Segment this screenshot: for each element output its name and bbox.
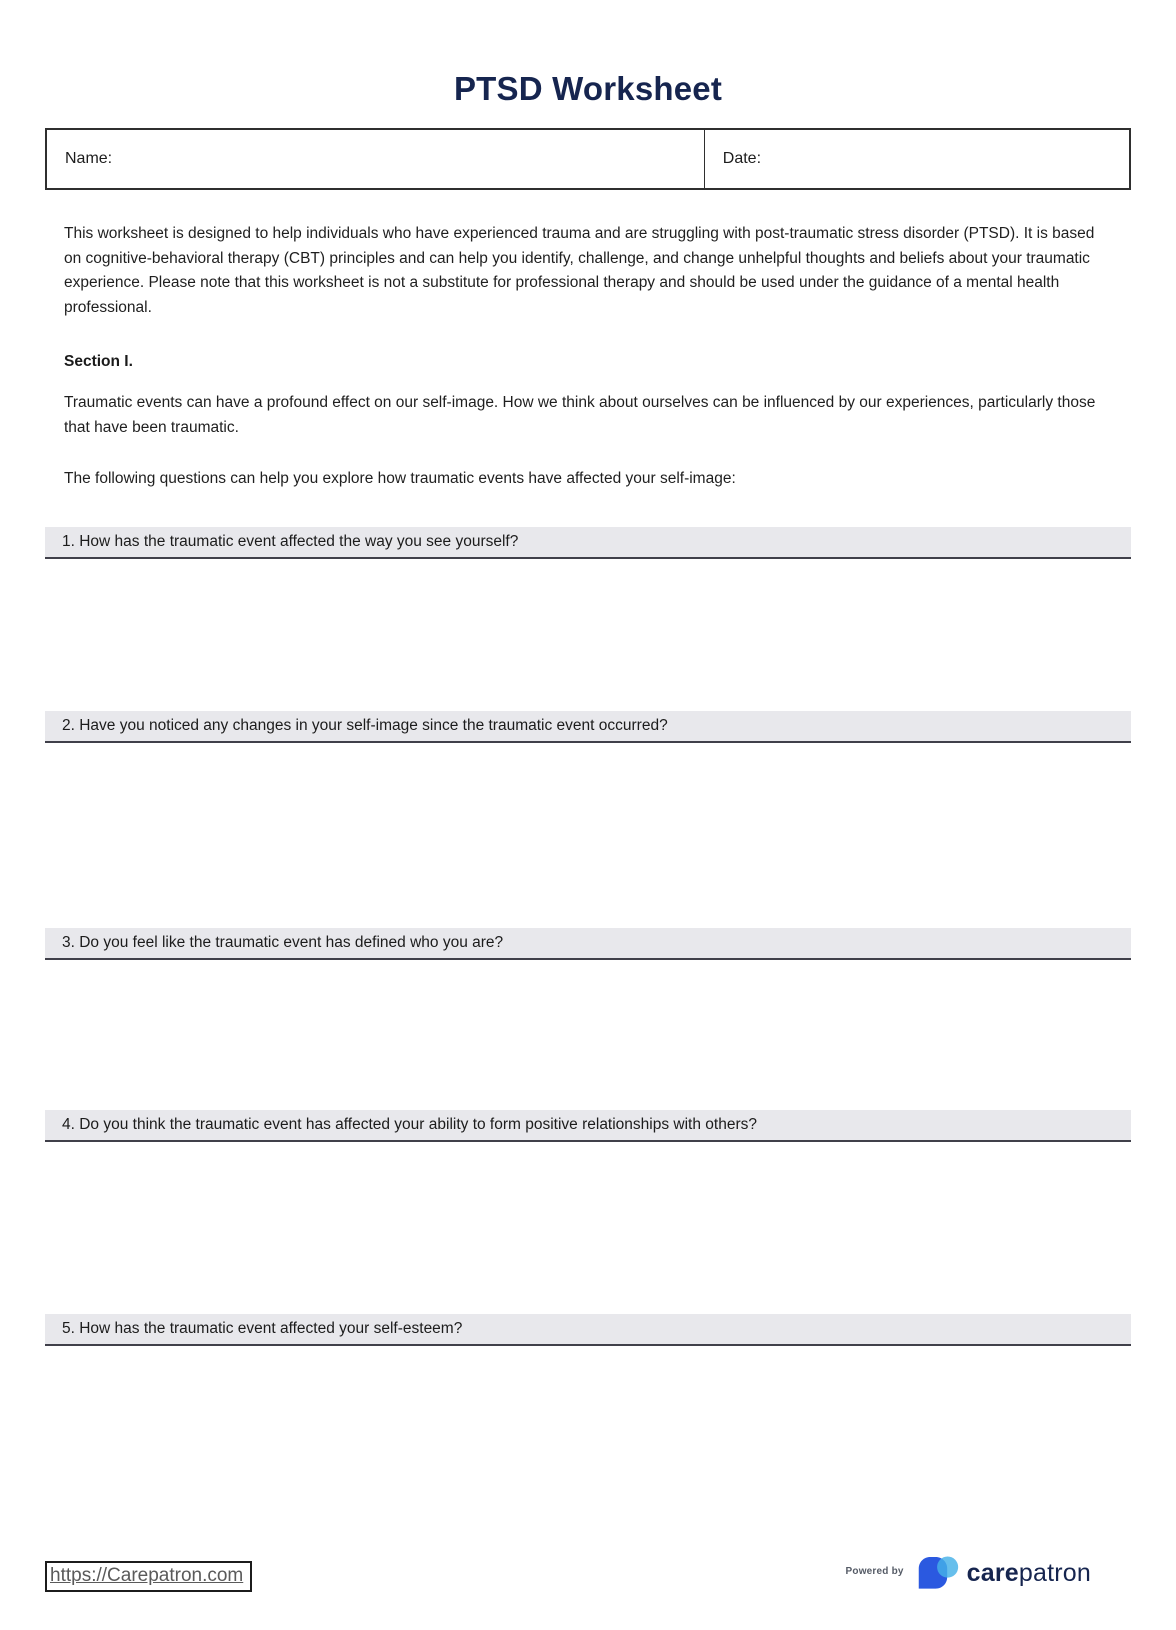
question-4-answer-area[interactable] xyxy=(45,1142,1131,1314)
question-1-answer-area[interactable] xyxy=(45,559,1131,711)
brand-name-bold: care xyxy=(966,1558,1019,1587)
carepatron-logo xyxy=(916,1554,1091,1592)
brand-name-regular: patron xyxy=(1018,1558,1091,1587)
question-1-header: 1. How has the traumatic event affected the way you see yourself? xyxy=(45,527,1131,559)
site-link-box xyxy=(45,1561,252,1592)
section-body-paragraph: Traumatic events can have a profound effect on our self-image. How we think about ourselves can be influenced by our experiences, particularly those that have been traumatic. xyxy=(64,394,1096,436)
question-2-header: 2. Have you noticed any changes in your self-image since the traumatic event occurred? xyxy=(45,711,1131,743)
question-block-5 xyxy=(45,1314,1131,1506)
question-block-3 xyxy=(45,928,1131,1110)
carepatron-bubbles-icon xyxy=(916,1554,960,1592)
section-heading: Section I. xyxy=(64,353,133,370)
lead-in-paragraph: The following questions can help you explore how traumatic events have affected your self-image: xyxy=(64,470,736,487)
name-field[interactable] xyxy=(47,130,704,188)
question-block-1 xyxy=(45,527,1131,711)
question-3-answer-area[interactable] xyxy=(45,960,1131,1110)
question-5-header: 5. How has the traumatic event affected your self-esteem? xyxy=(45,1314,1131,1346)
name-date-table xyxy=(45,128,1131,190)
name-label: Name: xyxy=(65,150,113,167)
brand-name xyxy=(967,1559,1091,1588)
question-block-2 xyxy=(45,711,1131,928)
powered-by-label: Powered by xyxy=(845,1565,904,1577)
site-link[interactable]: https://Carepatron.com xyxy=(50,1565,244,1586)
question-2-answer-area[interactable] xyxy=(45,743,1131,928)
question-4-header: 4. Do you think the traumatic event has affected your ability to form positive relationships with others? xyxy=(45,1110,1131,1142)
date-label: Date: xyxy=(722,150,762,167)
brand-area xyxy=(846,1554,1091,1592)
intro-paragraph: This worksheet is designed to help individuals who have experienced trauma and are struggling with post-traumatic stress disorder (PTSD). It is based on cognitive-behavioral therapy (CBT) principles and can help you identify, challenge, and change unhelpful thoughts and beliefs about your traumatic experience. Please note that this worksheet is not a substitute for professional therapy and should be used under the guidance of a mental health professional. xyxy=(64,225,1095,316)
question-5-answer-area[interactable] xyxy=(45,1346,1131,1506)
date-field[interactable] xyxy=(704,130,1129,188)
page-footer xyxy=(0,1554,1176,1592)
page-title: PTSD Worksheet xyxy=(453,70,723,107)
question-3-header: 3. Do you feel like the traumatic event has defined who you are? xyxy=(45,928,1131,960)
question-block-4 xyxy=(45,1110,1131,1314)
